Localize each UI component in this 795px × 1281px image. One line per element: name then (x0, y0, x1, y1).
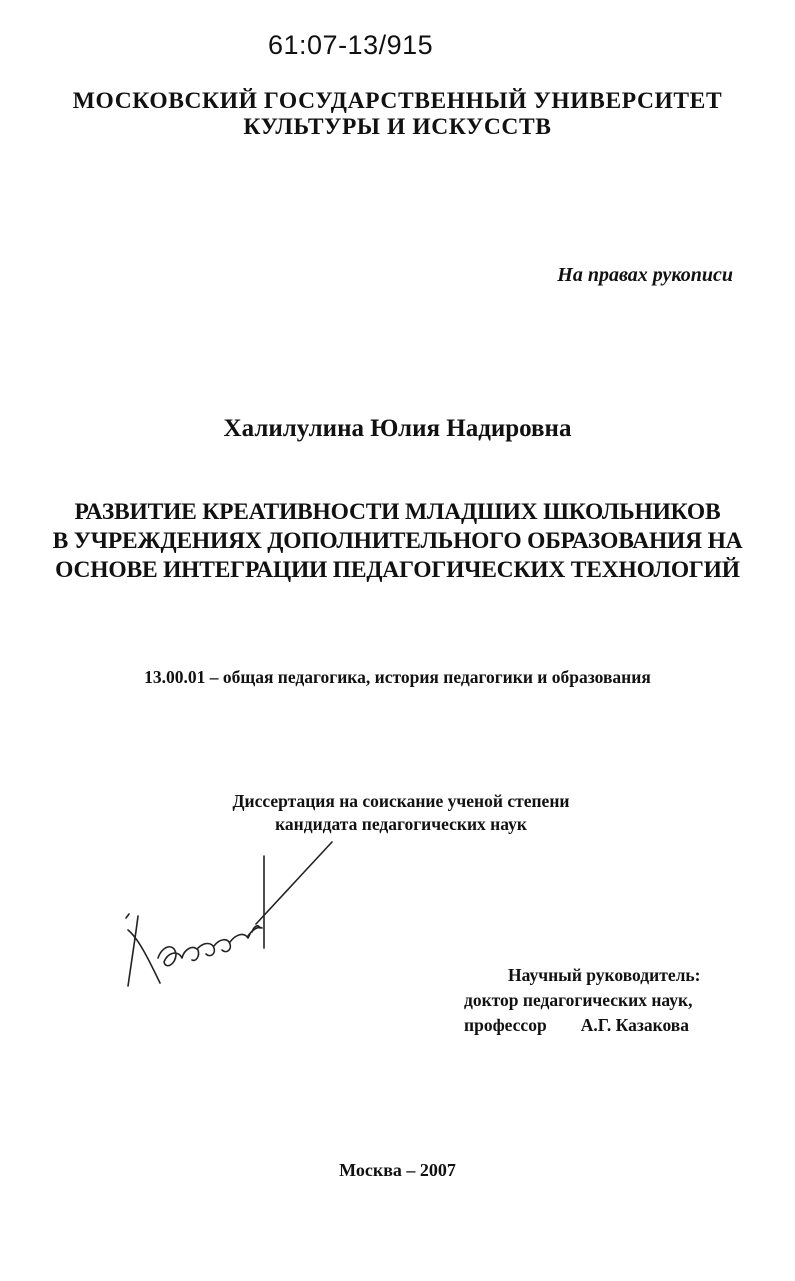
supervisor-name: А.Г. Казакова (580, 1015, 689, 1035)
degree-line-1: Диссертация на соискание ученой степени (232, 791, 570, 811)
handwritten-signature-icon (118, 838, 348, 998)
supervisor-block (464, 963, 764, 1038)
supervisor-degree: доктор педагогических наук, (464, 990, 693, 1010)
supervisor-rank-name (464, 1013, 764, 1038)
specialty-code: 13.00.01 – общая педагогика, история педагогики и образования (144, 667, 651, 687)
dissertation-title (0, 498, 795, 585)
university-name (0, 88, 795, 140)
author-name: Халилулина Юлия Надировна (223, 415, 572, 442)
supervisor-rank: профессор (464, 1015, 547, 1035)
supervisor-label: Научный руководитель: (508, 965, 701, 985)
degree-line-2: кандидата педагогических наук (275, 814, 527, 834)
city-year: Москва – 2007 (339, 1160, 456, 1180)
university-line-1: МОСКОВСКИЙ ГОСУДАРСТВЕННЫЙ УНИВЕРСИТЕТ (72, 88, 723, 114)
title-line-1: РАЗВИТИЕ КРЕАТИВНОСТИ МЛАДШИХ ШКОЛЬНИКОВ (74, 499, 721, 525)
university-line-2: КУЛЬТУРЫ И ИСКУССТВ (243, 114, 552, 140)
manuscript-note: На правах рукописи (557, 264, 733, 286)
title-line-2: В УЧРЕЖДЕНИЯХ ДОПОЛНИТЕЛЬНОГО ОБРАЗОВАНИЯ НА (52, 528, 743, 554)
degree-statement (196, 790, 606, 836)
title-line-3: ОСНОВЕ ИНТЕГРАЦИИ ПЕДАГОГИЧЕСКИХ ТЕХНОЛОГИЙ (55, 557, 740, 583)
catalog-number: 61:07-13/915 (268, 30, 434, 60)
